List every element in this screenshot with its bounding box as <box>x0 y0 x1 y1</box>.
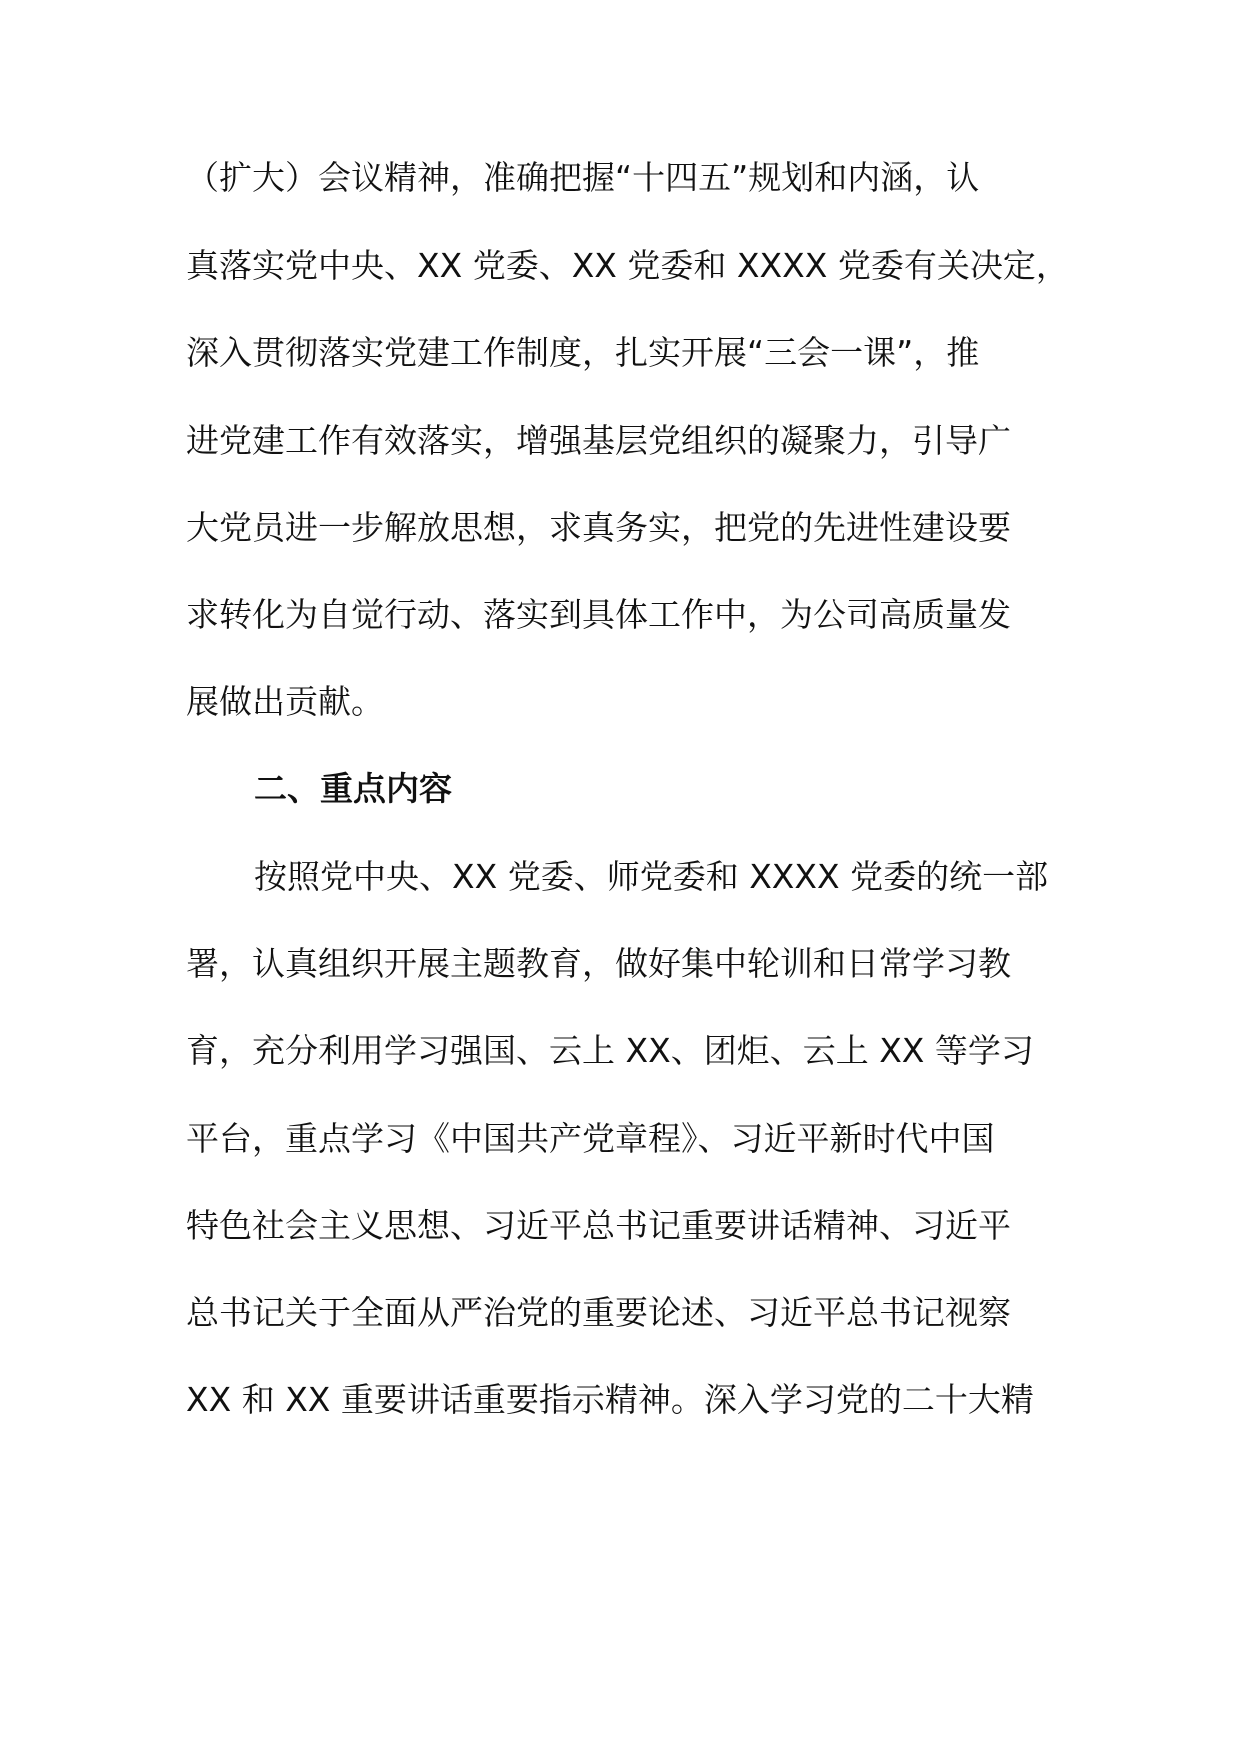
paragraph-line: 署，认真组织开展主题教育，做好集中轮训和日常学习教 <box>186 944 1011 983</box>
paragraph-line: 展做出贡献。 <box>186 682 384 721</box>
paragraph-line: 真落实党中央、XX 党委、XX 党委和 XXXX 党委有关决定， <box>186 246 1069 285</box>
paragraph-line: （扩大）会议精神，准确把握“十四五”规划和内涵，认 <box>186 158 980 197</box>
section-heading: 二、重点内容 <box>254 769 452 808</box>
paragraph-line: XX 和 XX 重要讲话重要指示精神。深入学习党的二十大精 <box>186 1380 1034 1419</box>
paragraph-line: 深入贯彻落实党建工作制度，扎实开展“三会一课”，推 <box>186 333 980 372</box>
paragraph-line: 总书记关于全面从严治党的重要论述、习近平总书记视察 <box>186 1293 1011 1332</box>
paragraph-line: 特色社会主义思想、习近平总书记重要讲话精神、习近平 <box>186 1206 1011 1245</box>
paragraph-line: 求转化为自觉行动、落实到具体工作中，为公司高质量发 <box>186 595 1011 634</box>
paragraph-line: 大党员进一步解放思想，求真务实，把党的先进性建设要 <box>186 508 1011 547</box>
paragraph-line: 进党建工作有效落实，增强基层党组织的凝聚力，引导广 <box>186 421 1011 460</box>
paragraph-line: 育，充分利用学习强国、云上 XX、团炬、云上 XX 等学习 <box>186 1031 1034 1070</box>
paragraph-line: 按照党中央、XX 党委、师党委和 XXXX 党委的统一部 <box>254 857 1049 896</box>
paragraph-line: 平台，重点学习《中国共产党章程》、习近平新时代中国 <box>186 1119 995 1158</box>
